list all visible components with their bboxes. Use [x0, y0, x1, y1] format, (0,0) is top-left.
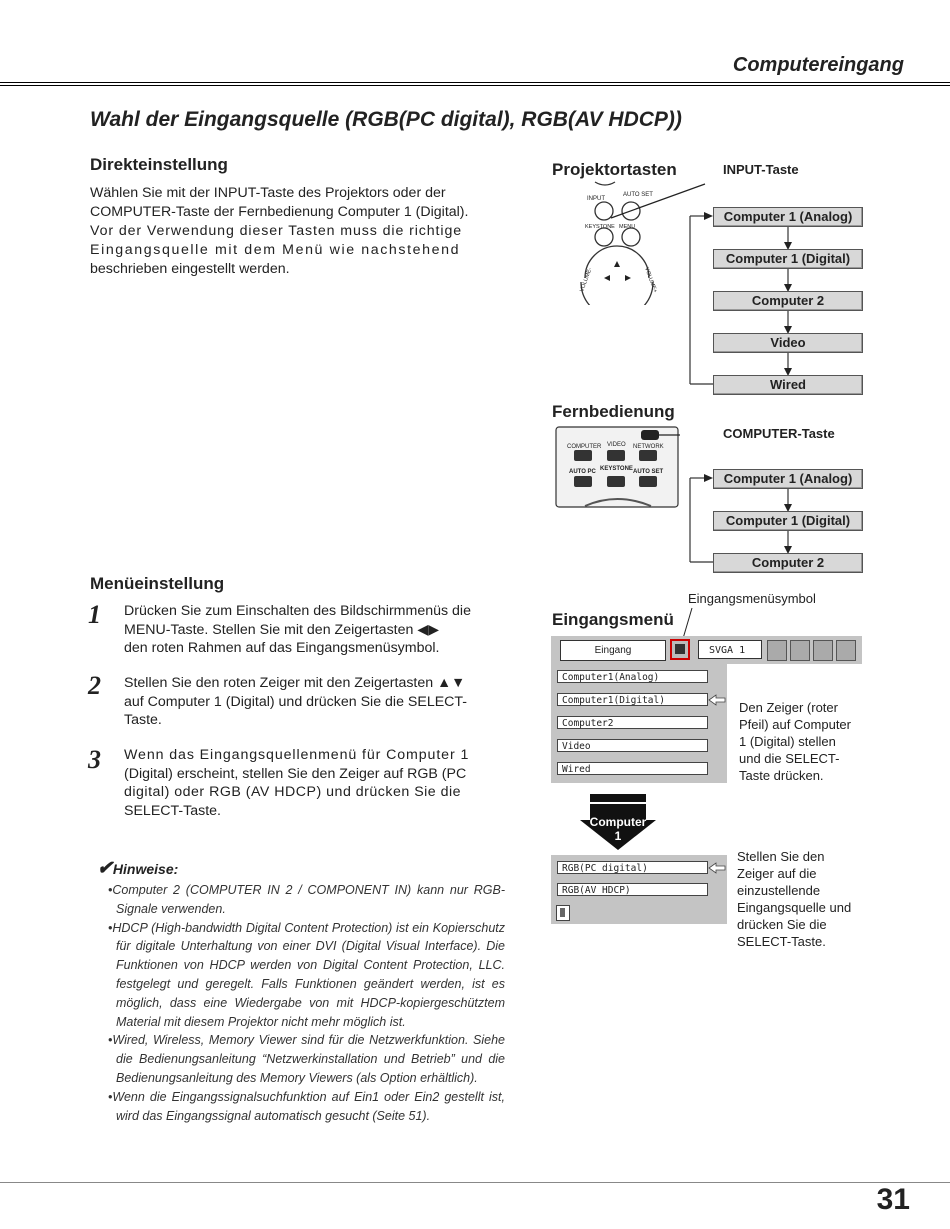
- remote-control: [555, 426, 680, 508]
- menu-item-wired[interactable]: Wired: [557, 762, 708, 775]
- header-title: Computereingang: [732, 54, 904, 76]
- remote-heading: Fernbedienung: [552, 402, 675, 421]
- step-line: Taste.: [124, 712, 162, 728]
- projector-flow-lines: [686, 170, 796, 395]
- menu-bar-mode: SVGA 1: [698, 640, 762, 659]
- input-menu-list: [551, 664, 727, 783]
- step-line: SELECT-Taste.: [124, 802, 221, 819]
- note-item: •Wired, Wireless, Memory Viewer sind für die Netzwerkfunktion. Siehe die Bedienungsanleitung “Netzwerkinstallation und Betrieb” und die Bedienungsanleitung des Memory Viewers (als Option erhältlich).: [108, 1033, 505, 1085]
- step-text: [124, 746, 505, 820]
- keystone-button[interactable]: [607, 476, 625, 487]
- checkmark-icon: ✔: [97, 858, 113, 879]
- input-label: INPUT: [587, 196, 605, 202]
- settings-icon[interactable]: [813, 640, 833, 661]
- video-button[interactable]: [607, 450, 625, 461]
- menu-caption-1: [739, 699, 851, 784]
- page-title: Wahl der Eingangsquelle (RGB(PC digital), RGB(AV HDCP)): [90, 108, 682, 131]
- menu-label: MENU: [619, 224, 636, 230]
- autoset-button[interactable]: [639, 476, 657, 487]
- menu-item-rgb-av-hdcp[interactable]: RGB(AV HDCP): [557, 883, 708, 896]
- autopc-button[interactable]: [574, 476, 592, 487]
- input-button[interactable]: [595, 202, 613, 220]
- computer-label: COMPUTER: [567, 444, 602, 450]
- notes-heading: Hinweise:: [112, 861, 179, 877]
- projector-heading: Projektortasten: [552, 160, 677, 179]
- caption-line: Den Zeiger (roter: [739, 700, 838, 715]
- menu-bar: [551, 636, 862, 664]
- arrow-label-line: 1: [614, 829, 622, 843]
- step-line: Drücken Sie zum Einschalten des Bildschirmmenüs die: [124, 603, 471, 619]
- menu-button[interactable]: [622, 228, 640, 246]
- notes-list: [108, 881, 505, 1125]
- step-line: Stellen Sie den roten Zeiger mit den Zeigertasten ▲▼: [124, 675, 466, 691]
- remote-flow-box: Computer 2: [713, 553, 863, 573]
- note-item: •Wenn die Eingangssignalsuchfunktion auf Ein1 oder Ein2 gestellt ist, wird das Eingangssignal automatisch gesucht (Seite 51).: [108, 1089, 505, 1123]
- step-line: (Digital) erscheint, stellen Sie den Zeiger auf RGB (PC: [124, 765, 467, 782]
- caption-line: Taste drücken.: [739, 768, 824, 783]
- step-number: 1: [88, 600, 101, 629]
- color-icon[interactable]: [790, 640, 810, 661]
- step-number: 2: [88, 671, 101, 700]
- exit-icon[interactable]: [556, 905, 570, 921]
- header-rule-2: [0, 85, 950, 86]
- note-item: •Computer 2 (COMPUTER IN 2 / COMPONENT IN) kann nur RGB-Signale verwenden.: [108, 883, 505, 916]
- direct-line: Wählen Sie mit der INPUT-Taste des Projektors oder der: [90, 185, 446, 201]
- autoset-label: AUTO SET: [633, 469, 664, 475]
- volume-minus-label: VOLUME-: [579, 267, 594, 293]
- computer1-submenu: [551, 855, 727, 924]
- step-line: den roten Rahmen auf das Eingangsmenüsymbol.: [124, 640, 440, 656]
- direct-paragraph: [90, 184, 504, 279]
- video-label: VIDEO: [607, 442, 626, 448]
- menu-item-computer1-analog[interactable]: Computer1(Analog): [557, 670, 708, 683]
- direct-heading: Direkteinstellung: [90, 155, 228, 174]
- caption-line: Pfeil) auf Computer: [739, 717, 851, 732]
- menu-item-computer2[interactable]: Computer2: [557, 716, 708, 729]
- autoset-label: AUTO SET: [623, 192, 653, 198]
- flow-box: Video: [713, 333, 863, 353]
- input-callout: INPUT-Taste: [723, 162, 799, 177]
- step-line: MENU-Taste. Stellen Sie mit den Zeigertasten ◀▶: [124, 621, 440, 638]
- network-label: NETWORK: [633, 444, 664, 450]
- caption-line: Eingangsquelle und: [737, 900, 852, 915]
- note-item: •HDCP (High-bandwidth Digital Content Protection) ist ein Kopierschutz für digitale Unterhaltung von einer DVI (Digital Visual Interface). Die Funktionen von HDCP werden von Digital Content Protection, LLC. festgelegt und geregelt. Falls Funktionen geändert werden, ist es möglich, dass eine Wiedergabe von mit HDCP-kopiergeschütztem Material mit diesem Projektor nicht mehr möglich ist.: [108, 920, 505, 1029]
- step-line: auf Computer 1 (Digital) und drücken Sie die SELECT-: [124, 693, 468, 710]
- flow-box: Computer 1 (Analog): [713, 207, 863, 227]
- caption-line: Zeiger auf die: [737, 866, 817, 881]
- arrow-label: [580, 815, 656, 843]
- menu-bar-label: Eingang: [560, 640, 666, 661]
- step-number: 3: [88, 745, 101, 774]
- direct-line: beschrieben eingestellt werden.: [90, 261, 290, 277]
- menu-symbol-label: Eingangsmenüsymbol: [688, 591, 816, 606]
- input-menu-heading: Eingangsmenü: [552, 610, 674, 629]
- header-rule: [0, 82, 950, 83]
- keystone-label: KEYSTONE: [585, 224, 615, 230]
- step-line: Wenn das Eingangsquellenmenü für Computer 1: [124, 747, 470, 763]
- flow-box: Computer 1 (Digital): [713, 249, 863, 269]
- caption-line: SELECT-Taste.: [737, 934, 826, 949]
- arrow-label-line: Computer: [589, 815, 647, 829]
- direct-line: COMPUTER-Taste der Fernbedienung Computer 1 (Digital).: [90, 204, 469, 220]
- input-menu-icon[interactable]: [670, 639, 690, 660]
- screen-icon[interactable]: [836, 640, 856, 661]
- caption-line: drücken Sie die: [737, 917, 827, 932]
- display-icon[interactable]: [767, 640, 787, 661]
- step-text: [124, 674, 505, 730]
- keystone-button[interactable]: [595, 228, 613, 246]
- remote-flow-box: Computer 1 (Digital): [713, 511, 863, 531]
- network-button[interactable]: [639, 450, 657, 461]
- notes-heading-wrap: [97, 857, 178, 880]
- step-text: [124, 602, 505, 658]
- remote-flow-box: Computer 1 (Analog): [713, 469, 863, 489]
- menu-setting-heading: Menüeinstellung: [90, 574, 225, 593]
- menu-caption-2: [737, 848, 851, 950]
- direct-line: Vor der Verwendung dieser Tasten muss die richtige: [90, 223, 463, 239]
- page-number: 31: [876, 1183, 910, 1216]
- computer-button[interactable]: [574, 450, 592, 461]
- volume-plus-label: VOLUME+: [643, 266, 658, 294]
- step-line: digital) oder RGB (AV HDCP) und drücken Sie die: [124, 784, 462, 800]
- caption-line: einzustellende: [737, 883, 821, 898]
- keystone-label: KEYSTONE: [600, 466, 633, 472]
- pointer-arrow-icon: [707, 693, 727, 707]
- autopc-label: AUTO PC: [569, 469, 596, 475]
- flow-box: Wired: [713, 375, 863, 395]
- caption-line: und die SELECT-: [739, 751, 840, 766]
- menu-item-video[interactable]: Video: [557, 739, 708, 752]
- menu-item-rgb-pc-digital[interactable]: RGB(PC digital): [557, 861, 708, 874]
- flow-box: Computer 2: [713, 291, 863, 311]
- caption-line: Stellen Sie den: [737, 849, 825, 864]
- footer-rule: [0, 1182, 950, 1183]
- computer-callout: COMPUTER-Taste: [723, 426, 835, 441]
- menu-item-computer1-digital[interactable]: Computer1(Digital): [557, 693, 708, 706]
- pointer-arrow-icon: [707, 861, 727, 875]
- direct-line: Eingangsquelle mit dem Menü wie nachstehend: [90, 242, 461, 258]
- caption-line: 1 (Digital) stellen: [739, 734, 836, 749]
